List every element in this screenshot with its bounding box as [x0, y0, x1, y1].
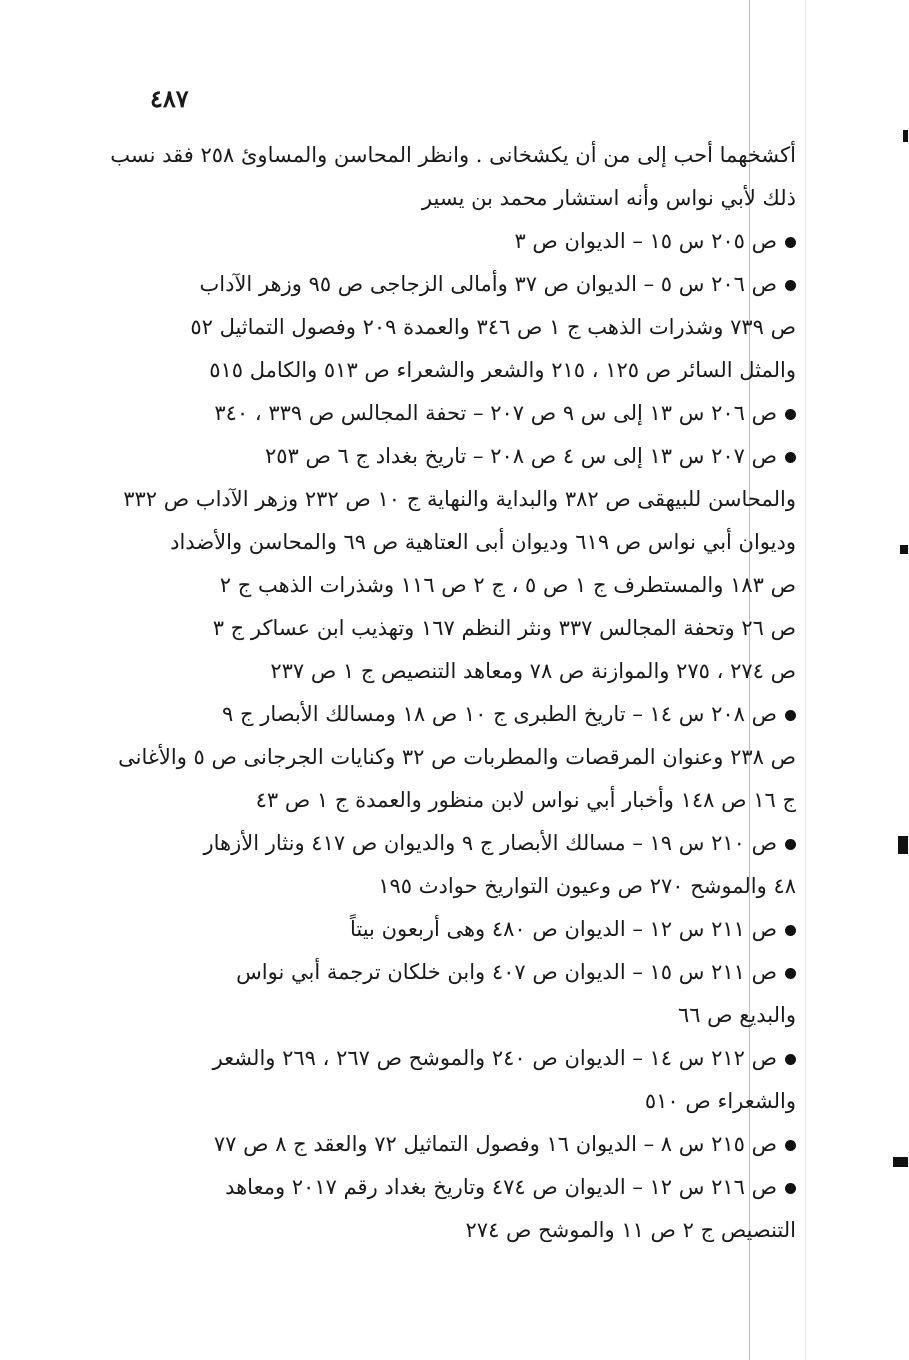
- text-line: [130, 1037, 796, 1080]
- text-line: [130, 951, 796, 994]
- line-text: التنصيص ج ٢ ص ١١ والموشح ص ٢٧٤: [465, 1218, 796, 1242]
- text-line: [118, 736, 796, 779]
- text-line: [130, 263, 796, 306]
- line-text: ص ٢١٠ س ١٩ – مسالك الأبصار ج ٩ والديوان ص ٤١٧ ونثار الأزهار: [203, 831, 777, 855]
- text-line: [130, 177, 796, 220]
- text-line: [130, 392, 796, 435]
- line-text: والمحاسن للبيهقى ص ٣٨٢ والبداية والنهاية ج ١٠ ص ٢٣٢ وزهر الآداب ص ٣٣٢: [123, 487, 796, 511]
- text-line: [130, 1166, 796, 1209]
- text-line: [110, 134, 796, 177]
- bullet-dot-icon: [785, 452, 796, 463]
- bullet-dot-icon: [785, 1183, 796, 1194]
- line-text: ص ٢١١ س ١٢ – الديوان ص ٤٨٠ وهى أربعون بيتاً: [349, 917, 777, 941]
- text-line: [130, 349, 796, 392]
- text-line: [130, 693, 796, 736]
- edge-mark: [893, 1157, 908, 1167]
- text-line: [130, 306, 796, 349]
- line-text: ص ٢٠٧ س ١٣ إلى س ٤ ص ٢٠٨ – تاريخ بغداد ج ٦ ص ٢٥٣: [264, 444, 777, 468]
- intro-paragraph: [110, 134, 796, 220]
- line-text: ذلك لأبي نواس وأنه استشار محمد بن يسير: [421, 186, 796, 210]
- edge-mark: [898, 836, 908, 854]
- line-text: ج ١٦ ص ١٤٨ وأخبار أبي نواس لابن منظور والعمدة ج ١ ص ٤٣: [255, 788, 796, 812]
- bullet-dot-icon: [785, 710, 796, 721]
- bullet-entry: [130, 263, 796, 392]
- text-line: [130, 908, 796, 951]
- edge-mark: [903, 130, 908, 142]
- text-line: [130, 1080, 796, 1123]
- bullet-dot-icon: [785, 925, 796, 936]
- line-text: ص ٢٠٥ س ١٥ – الديوان ص ٣: [514, 229, 777, 253]
- text-line: [123, 478, 796, 521]
- line-text: ص ٢٠٦ س ١٣ إلى س ٩ ص ٢٠٧ – تحفة المجالس ص ٣٣٩ ، ٣٤٠: [214, 401, 777, 425]
- bullet-entry: [130, 908, 796, 951]
- bullet-entry: [130, 220, 796, 263]
- line-text: والشعراء ص ٥١٠: [644, 1089, 796, 1113]
- line-text: ص ١٨٣ والمستطرف ج ١ ص ٥ ، ج ٢ ص ١١٦ وشذرات الذهب ج ٢: [219, 573, 796, 597]
- line-text: ص ٢١٦ س ١٢ – الديوان ص ٤٧٤ وتاريخ بغداد رقم ٢٠١٧ ومعاهد: [225, 1175, 777, 1199]
- text-line: [130, 865, 796, 908]
- bullet-entry: [130, 1166, 796, 1252]
- text-line: [130, 1209, 796, 1252]
- text-line: [130, 1123, 796, 1166]
- line-text: أكشخهما أحب إلى من أن يكشخانى . وانظر المحاسن والمساوئ ٢٥٨ فقد نسب: [110, 143, 796, 167]
- line-text: وديوان أبي نواس ص ٦١٩ وديوان أبى العتاهية ص ٦٩ والمحاسن والأضداد: [170, 530, 796, 554]
- line-text: ص ٧٣٩ وشذرات الذهب ج ١ ص ٣٤٦ والعمدة ٢٠٩ وفصول التماثيل ٥٢: [190, 315, 796, 339]
- page-edge-line: [805, 0, 806, 1360]
- bullet-entry: [130, 822, 796, 908]
- bullet-entry: [130, 1123, 796, 1166]
- bullet-dot-icon: [785, 1054, 796, 1065]
- line-text: والبديع ص ٦٦: [677, 1003, 796, 1027]
- text-line: [130, 650, 796, 693]
- text-line: [130, 994, 796, 1037]
- line-text: ٤٨ والموشح ٢٧٠ ص وعيون التواريخ حوادث ١٩٥: [378, 874, 796, 898]
- line-text: ص ٢٦ وتحفة المجالس ٣٣٧ ونثر النظم ١٦٧ وتهذيب ابن عساكر ج ٣: [212, 616, 796, 640]
- text-body: [110, 134, 796, 1252]
- bullet-dot-icon: [785, 968, 796, 979]
- line-text: والمثل السائر ص ١٢٥ ، ٢١٥ والشعر والشعراء ص ٥١٣ والكامل ٥١٥: [209, 358, 796, 382]
- line-text: ص ٢٠٦ س ٥ – الديوان ص ٣٧ وأمالى الزجاجى ص ٩٥ وزهر الآداب: [199, 272, 777, 296]
- line-text: ص ٢١١ س ١٥ – الديوان ص ٤٠٧ وابن خلكان ترجمة أبي نواس: [236, 960, 777, 984]
- line-text: ص ٢٣٨ وعنوان المرقصات والمطربات ص ٣٢ وكنايات الجرجانى ص ٥ والأغانى: [118, 745, 796, 769]
- bullet-dot-icon: [785, 237, 796, 248]
- bullet-entry: [123, 435, 796, 693]
- text-line: [130, 564, 796, 607]
- bullet-dot-icon: [785, 280, 796, 291]
- bullet-dot-icon: [785, 839, 796, 850]
- line-text: ص ٢٧٤ ، ٢٧٥ والموازنة ص ٧٨ ومعاهد التنصيص ج ١ ص ٢٣٧: [270, 659, 796, 683]
- bullet-dot-icon: [785, 409, 796, 420]
- line-text: ص ٢١٢ س ١٤ – الديوان ص ٢٤٠ والموشح ص ٢٦٧ ، ٢٦٩ والشعر: [212, 1046, 777, 1070]
- bullet-entry: [130, 1037, 796, 1123]
- text-line: [130, 822, 796, 865]
- bullet-entry: [130, 392, 796, 435]
- page-number: ٤٨٧: [150, 84, 189, 113]
- line-text: ص ٢٠٨ س ١٤ – تاريخ الطبرى ج ١٠ ص ١٨ ومسالك الأبصار ج ٩: [222, 702, 777, 726]
- line-text: ص ٢١٥ س ٨ – الديوان ١٦ وفصول التماثيل ٧٢ والعقد ج ٨ ص ٧٧: [213, 1132, 777, 1156]
- edge-mark: [900, 545, 908, 554]
- text-line: [130, 220, 796, 263]
- text-line: [130, 607, 796, 650]
- text-line: [130, 521, 796, 564]
- text-line: [130, 779, 796, 822]
- bullet-entry: [118, 693, 796, 822]
- bullet-entry: [130, 951, 796, 1037]
- bullet-dot-icon: [785, 1140, 796, 1151]
- text-line: [130, 435, 796, 478]
